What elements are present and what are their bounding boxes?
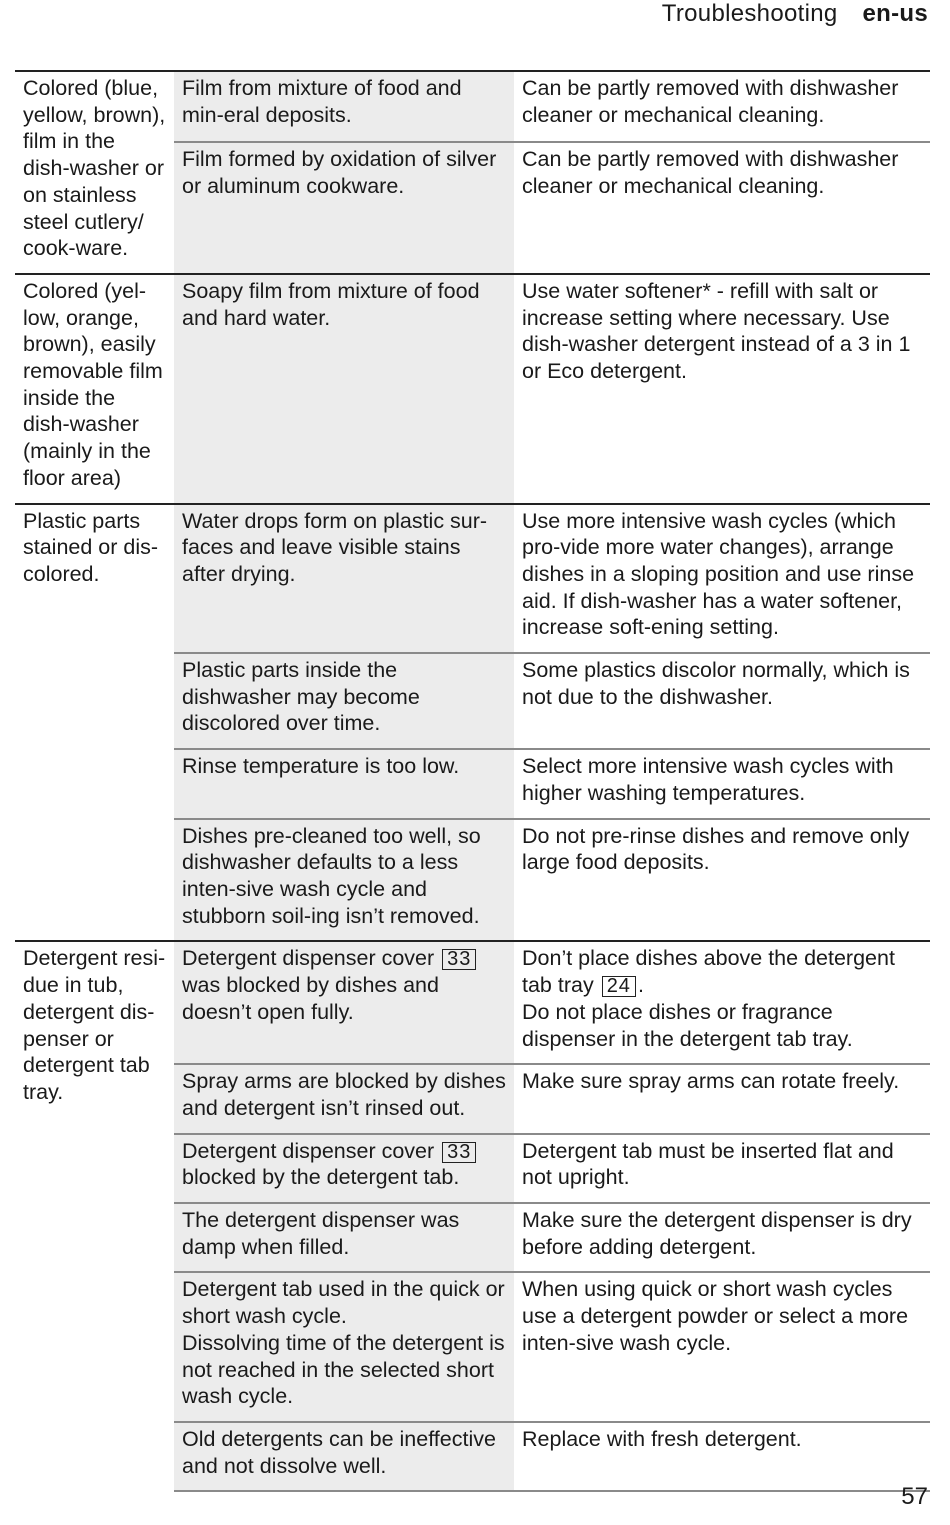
cause-cell: Dishes pre-cleaned too well, so dishwasher defaults to a less inten-sive wash cycle and stubborn soil-ing isn’t removed. — [174, 819, 514, 942]
reference-number-box: 33 — [442, 949, 476, 970]
cause-cell — [174, 1272, 514, 1422]
remedy-cell: Replace with fresh detergent. — [514, 1422, 930, 1491]
cause-cell: The detergent dispenser was damp when filled. — [174, 1203, 514, 1272]
section-title: Troubleshooting — [661, 0, 838, 27]
cause-cell: Old detergents can be ineffective and not dissolve well. — [174, 1422, 514, 1491]
cause-cell: Water drops form on plastic sur-faces and leave visible stains after drying. — [174, 504, 514, 654]
reference-number-box: 33 — [442, 1142, 476, 1163]
remedy-cell: Can be partly removed with dishwasher cleaner or mechanical cleaning. — [514, 142, 930, 274]
cause-text: blocked by the detergent tab. — [182, 1165, 460, 1190]
page-header — [662, 0, 928, 30]
cause-text: Dissolving time of the detergent is not reached in the selected short wash cycle. — [182, 1330, 505, 1409]
problem-cell: Colored (yel-low, orange, brown), easily removable film inside the dish-washer (mainly in the floor area) — [15, 274, 174, 504]
cause-cell: Plastic parts inside the dishwasher may become discolored over time. — [174, 653, 514, 749]
remedy-cell: Do not pre-rinse dishes and remove only large food deposits. — [514, 819, 930, 942]
problem-cell: Colored (blue, yellow, brown), film in the dish-washer or on stainless steel cutlery/ cook-ware. — [15, 72, 174, 274]
cause-cell — [174, 941, 514, 1064]
remedy-cell: Some plastics discolor normally, which is not due to the dishwasher. — [514, 653, 930, 749]
cause-cell: Film formed by oxidation of silver or aluminum cookware. — [174, 142, 514, 274]
cause-cell: Soapy film from mixture of food and hard water. — [174, 274, 514, 504]
remedy-text: Don’t place dishes above the detergent tab tray — [522, 946, 895, 998]
remedy-cell: When using quick or short wash cycles use a detergent powder or select a more inten-sive wash cycle. — [514, 1272, 930, 1422]
remedy-cell: Make sure the detergent dispenser is dry before adding detergent. — [514, 1203, 930, 1272]
reference-number-box: 24 — [602, 976, 636, 997]
troubleshooting-table — [15, 72, 930, 1492]
table-row — [15, 941, 930, 1064]
remedy-text: . — [637, 973, 644, 998]
remedy-cell: Make sure spray arms can rotate freely. — [514, 1064, 930, 1133]
table-row — [15, 504, 930, 654]
table-row — [15, 274, 930, 504]
remedy-cell: Select more intensive wash cycles with higher washing temperatures. — [514, 749, 930, 818]
problem-cell: Detergent resi-due in tub, detergent dis-penser or detergent tab tray. — [15, 941, 174, 1491]
cause-text: Detergent dispenser cover — [182, 1138, 441, 1163]
remedy-cell — [514, 941, 930, 1064]
page-number: 57 — [901, 1483, 928, 1510]
cause-cell: Spray arms are blocked by dishes and detergent isn’t rinsed out. — [174, 1064, 514, 1133]
remedy-cell: Can be partly removed with dishwasher cleaner or mechanical cleaning. — [514, 72, 930, 142]
remedy-cell: Use water softener* - refill with salt or increase setting where necessary. Use dish-washer detergent instead of a 3 in 1 or Eco detergent. — [514, 274, 930, 504]
remedy-text: Do not place dishes or fragrance dispenser in the detergent tab tray. — [522, 999, 853, 1051]
cause-text: Detergent dispenser cover — [182, 946, 441, 971]
cause-cell — [174, 1134, 514, 1203]
cause-text: was blocked by dishes and doesn’t open fully. — [182, 973, 439, 1024]
problem-cell: Plastic parts stained or dis-colored. — [15, 504, 174, 942]
cause-cell: Film from mixture of food and min-eral deposits. — [174, 72, 514, 142]
language-tag: en-us — [862, 0, 928, 27]
remedy-cell: Detergent tab must be inserted flat and not upright. — [514, 1134, 930, 1203]
table-row — [15, 72, 930, 142]
remedy-cell: Use more intensive wash cycles (which pro-vide more water changes), arrange dishes in a sloping position and use rinse aid. If dish-washer has a water softener, increase soft-ening setting. — [514, 504, 930, 654]
cause-text: Detergent tab used in the quick or short wash cycle. — [182, 1277, 505, 1329]
cause-cell: Rinse temperature is too low. — [174, 749, 514, 818]
